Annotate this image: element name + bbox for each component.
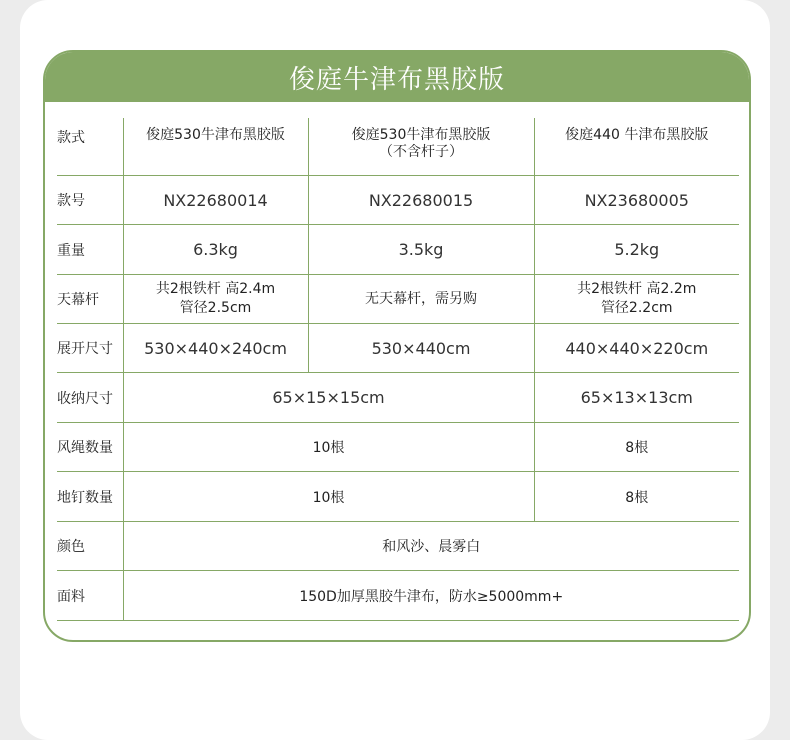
row-label: 颜色 — [57, 522, 123, 571]
table-row — [57, 176, 739, 225]
cell-weight-1: 6.3kg — [123, 225, 308, 275]
cell-pack-12: 65×15×15cm — [123, 373, 534, 423]
table-row — [57, 118, 739, 176]
card-title: 俊庭牛津布黑胶版 — [45, 52, 749, 102]
cell-pole-3: 共2根铁杆 高2.2m 管径2.2cm — [534, 275, 739, 324]
table-row — [57, 275, 739, 324]
cell-open-1: 530×440×240cm — [123, 324, 308, 373]
cell-model-2: NX22680015 — [308, 176, 534, 225]
row-label: 款式 — [57, 118, 123, 176]
cell-ropes-3: 8根 — [534, 423, 739, 472]
table-row — [57, 423, 739, 472]
row-label: 款号 — [57, 176, 123, 225]
cell-fabric: 150D加厚黑胶牛津布，防水≥5000mm+ — [123, 571, 739, 621]
table-row — [57, 373, 739, 423]
cell-open-2: 530×440cm — [308, 324, 534, 373]
table-row — [57, 324, 739, 373]
row-label: 展开尺寸 — [57, 324, 123, 373]
row-label: 面料 — [57, 571, 123, 621]
row-label: 地钉数量 — [57, 472, 123, 522]
spec-card — [43, 50, 751, 642]
cell-stakes-12: 10根 — [123, 472, 534, 522]
cell-open-3: 440×440×220cm — [534, 324, 739, 373]
row-label: 天幕杆 — [57, 275, 123, 324]
table-row — [57, 571, 739, 621]
row-label: 风绳数量 — [57, 423, 123, 472]
spec-table — [57, 118, 739, 621]
table-row — [57, 225, 739, 275]
cell-stakes-3: 8根 — [534, 472, 739, 522]
cell-color: 和风沙、晨雾白 — [123, 522, 739, 571]
cell-model-1: NX22680014 — [123, 176, 308, 225]
cell-pole-2: 无天幕杆，需另购 — [308, 275, 534, 324]
cell-style-3: 俊庭440 牛津布黑胶版 — [565, 127, 709, 143]
cell-style-1: 俊庭530牛津布黑胶版 — [146, 127, 285, 143]
row-label: 收纳尺寸 — [57, 373, 123, 423]
table-row — [57, 472, 739, 522]
cell-ropes-12: 10根 — [123, 423, 534, 472]
row-label: 重量 — [57, 225, 123, 275]
cell-weight-2: 3.5kg — [308, 225, 534, 275]
cell-pack-3: 65×13×13cm — [534, 373, 739, 423]
cell-pole-1: 共2根铁杆 高2.4m 管径2.5cm — [123, 275, 308, 324]
cell-model-3: NX23680005 — [534, 176, 739, 225]
cell-weight-3: 5.2kg — [534, 225, 739, 275]
cell-style-2: 俊庭530牛津布黑胶版 （不含杆子） — [351, 127, 491, 160]
table-row — [57, 522, 739, 571]
